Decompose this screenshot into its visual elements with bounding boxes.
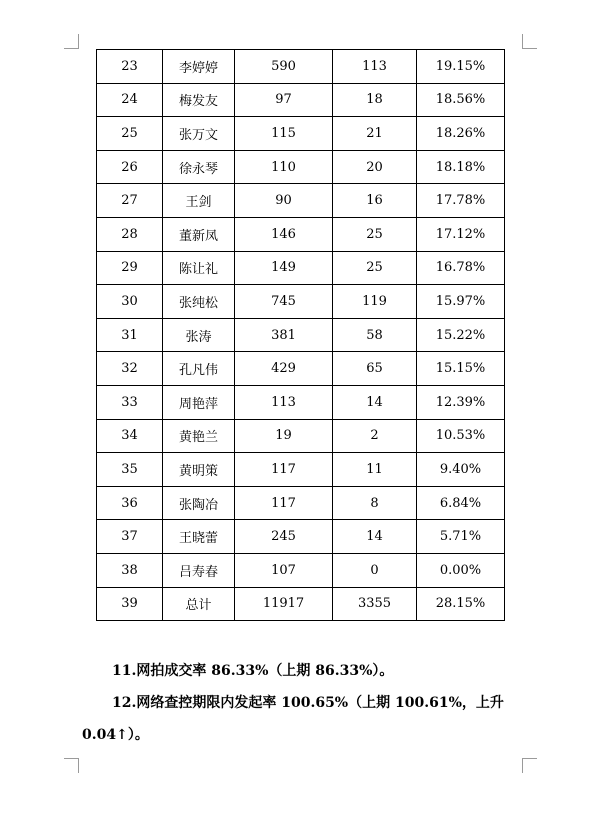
name-cell: 张万文: [163, 117, 235, 151]
count-cell: 113: [333, 50, 417, 84]
total-count-cell: 117: [235, 486, 333, 520]
name-cell: 黄艳兰: [163, 419, 235, 453]
rate-cell: 12.39%: [417, 385, 505, 419]
rate-cell: 15.15%: [417, 352, 505, 386]
table-row: [97, 385, 505, 419]
name-cell: 黄明策: [163, 453, 235, 487]
name-cell: 董新凤: [163, 217, 235, 251]
total-count-cell: 19: [235, 419, 333, 453]
rate-cell: 15.97%: [417, 285, 505, 319]
rate-cell: 28.15%: [417, 587, 505, 621]
paragraph-12-line-2: 0.04↑）。: [82, 727, 149, 743]
row-number-cell: 28: [97, 217, 163, 251]
total-count-cell: 590: [235, 50, 333, 84]
row-number-cell: 32: [97, 352, 163, 386]
rate-cell: 17.12%: [417, 217, 505, 251]
total-count-cell: 107: [235, 553, 333, 587]
rate-cell: 10.53%: [417, 419, 505, 453]
total-count-cell: 149: [235, 251, 333, 285]
row-number-cell: 35: [97, 453, 163, 487]
rate-cell: 18.18%: [417, 150, 505, 184]
row-number-cell: 37: [97, 520, 163, 554]
crop-mark-bottom-left: [64, 758, 79, 773]
ranking-table: [96, 49, 505, 621]
rate-cell: 5.71%: [417, 520, 505, 554]
name-cell: 张陶冶: [163, 486, 235, 520]
total-count-cell: 97: [235, 83, 333, 117]
total-count-cell: 745: [235, 285, 333, 319]
rate-cell: 0.00%: [417, 553, 505, 587]
paragraph-11: 11.网拍成交率 86.33%（上期 86.33%）。: [112, 663, 394, 679]
name-cell: 张涛: [163, 318, 235, 352]
table-row: [97, 285, 505, 319]
name-cell: 梅发友: [163, 83, 235, 117]
row-number-cell: 25: [97, 117, 163, 151]
count-cell: 14: [333, 385, 417, 419]
table-row: [97, 117, 505, 151]
row-number-cell: 23: [97, 50, 163, 84]
table-row: [97, 419, 505, 453]
table-row: [97, 217, 505, 251]
total-count-cell: 117: [235, 453, 333, 487]
table-row: [97, 184, 505, 218]
total-count-cell: 113: [235, 385, 333, 419]
name-cell: 周艳萍: [163, 385, 235, 419]
name-cell: 李婷婷: [163, 50, 235, 84]
count-cell: 25: [333, 251, 417, 285]
name-cell: 王剑: [163, 184, 235, 218]
name-cell: 吕寿春: [163, 553, 235, 587]
table-row: [97, 587, 505, 621]
count-cell: 58: [333, 318, 417, 352]
name-cell: 孔凡伟: [163, 352, 235, 386]
crop-mark-bottom-right: [522, 758, 537, 773]
row-number-cell: 39: [97, 587, 163, 621]
table-row: [97, 520, 505, 554]
rate-cell: 19.15%: [417, 50, 505, 84]
ranking-table-body: [97, 50, 505, 621]
total-count-cell: 110: [235, 150, 333, 184]
rate-cell: 15.22%: [417, 318, 505, 352]
count-cell: 25: [333, 217, 417, 251]
row-number-cell: 27: [97, 184, 163, 218]
crop-mark-top-left: [64, 34, 79, 49]
rate-cell: 17.78%: [417, 184, 505, 218]
total-count-cell: 115: [235, 117, 333, 151]
name-cell: 陈让礼: [163, 251, 235, 285]
paragraph-12-line-1: 12.网络查控期限内发起率 100.65%（上期 100.61%，上升: [112, 695, 504, 711]
rate-cell: 18.56%: [417, 83, 505, 117]
row-number-cell: 26: [97, 150, 163, 184]
crop-mark-top-right: [522, 34, 537, 49]
row-number-cell: 31: [97, 318, 163, 352]
row-number-cell: 38: [97, 553, 163, 587]
table-row: [97, 553, 505, 587]
rate-cell: 6.84%: [417, 486, 505, 520]
count-cell: 20: [333, 150, 417, 184]
table-row: [97, 318, 505, 352]
name-cell: 总计: [163, 587, 235, 621]
name-cell: 徐永琴: [163, 150, 235, 184]
row-number-cell: 30: [97, 285, 163, 319]
table-row: [97, 486, 505, 520]
row-number-cell: 36: [97, 486, 163, 520]
row-number-cell: 29: [97, 251, 163, 285]
table-row: [97, 83, 505, 117]
count-cell: 2: [333, 419, 417, 453]
table-row: [97, 150, 505, 184]
rate-cell: 9.40%: [417, 453, 505, 487]
count-cell: 8: [333, 486, 417, 520]
row-number-cell: 24: [97, 83, 163, 117]
count-cell: 65: [333, 352, 417, 386]
table-row: [97, 251, 505, 285]
table-row: [97, 50, 505, 84]
count-cell: 0: [333, 553, 417, 587]
count-cell: 3355: [333, 587, 417, 621]
count-cell: 16: [333, 184, 417, 218]
total-count-cell: 90: [235, 184, 333, 218]
count-cell: 14: [333, 520, 417, 554]
table-row: [97, 352, 505, 386]
count-cell: 21: [333, 117, 417, 151]
row-number-cell: 34: [97, 419, 163, 453]
total-count-cell: 146: [235, 217, 333, 251]
rate-cell: 16.78%: [417, 251, 505, 285]
total-count-cell: 11917: [235, 587, 333, 621]
row-number-cell: 33: [97, 385, 163, 419]
count-cell: 119: [333, 285, 417, 319]
count-cell: 11: [333, 453, 417, 487]
total-count-cell: 429: [235, 352, 333, 386]
name-cell: 张纯松: [163, 285, 235, 319]
count-cell: 18: [333, 83, 417, 117]
table-row: [97, 453, 505, 487]
total-count-cell: 381: [235, 318, 333, 352]
name-cell: 王晓蕾: [163, 520, 235, 554]
total-count-cell: 245: [235, 520, 333, 554]
rate-cell: 18.26%: [417, 117, 505, 151]
